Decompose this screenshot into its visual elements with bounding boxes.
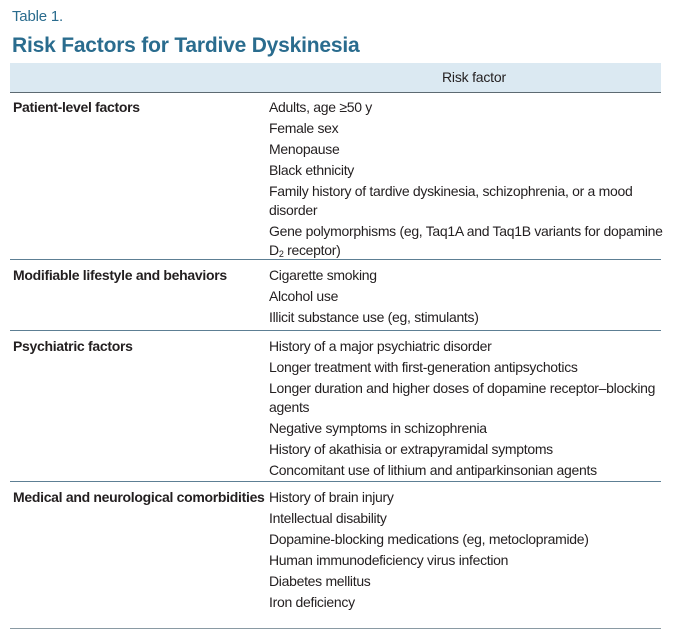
table-title: Risk Factors for Tardive Dyskinesia bbox=[12, 34, 360, 57]
list-item: Black ethnicity bbox=[269, 162, 354, 178]
table-label: Table 1. bbox=[12, 8, 63, 25]
list-item: Menopause bbox=[269, 141, 340, 157]
list-item: History of akathisia or extrapyramidal symptoms bbox=[269, 441, 553, 457]
group-divider bbox=[10, 259, 661, 260]
list-item: History of brain injury bbox=[269, 489, 394, 505]
list-item: Family history of tardive dyskinesia, schizophrenia, or a mood disorder bbox=[269, 183, 633, 218]
list-item: Illicit substance use (eg, stimulants) bbox=[269, 309, 479, 325]
group-divider bbox=[10, 481, 661, 482]
group-divider bbox=[10, 330, 661, 331]
column-header bbox=[10, 63, 661, 93]
risk-factor-list bbox=[269, 98, 663, 262]
list-item: Intellectual disability bbox=[269, 510, 387, 526]
list-item: Concomitant use of lithium and antiparkinsonian agents bbox=[269, 462, 597, 478]
list-item: Cigarette smoking bbox=[269, 267, 377, 283]
list-item: History of a major psychiatric disorder bbox=[269, 338, 492, 354]
list-item: Gene polymorphisms (eg, Taq1A and Taq1B variants for dopamine $D_2$ receptor) bbox=[269, 223, 663, 259]
list-item: Negative symptoms in schizophrenia bbox=[269, 420, 487, 436]
risk-factor-list bbox=[269, 488, 663, 614]
group-label: Medical and neurological comorbidities bbox=[13, 489, 265, 505]
list-item: Iron deficiency bbox=[269, 594, 355, 610]
risk-factor-list bbox=[269, 266, 663, 329]
list-item: Alcohol use bbox=[269, 288, 339, 304]
list-item: Adults, age ≥50 y bbox=[269, 99, 372, 115]
column-header-label: Risk factor bbox=[442, 69, 506, 85]
list-item: Female sex bbox=[269, 120, 339, 136]
group-label: Modifiable lifestyle and behaviors bbox=[13, 267, 227, 283]
list-item: Dopamine-blocking medications (eg, metoclopramide) bbox=[269, 531, 589, 547]
list-item: Human immunodeficiency virus infection bbox=[269, 552, 509, 568]
list-item: Longer duration and higher doses of dopamine receptor–blocking agents bbox=[269, 380, 656, 415]
table-bottom-rule bbox=[10, 628, 661, 629]
list-item: Diabetes mellitus bbox=[269, 573, 371, 589]
list-item: Longer treatment with first-generation antipsychotics bbox=[269, 359, 578, 375]
risk-factor-list bbox=[269, 337, 663, 482]
group-label: Patient-level factors bbox=[13, 99, 140, 115]
group-label: Psychiatric factors bbox=[13, 338, 133, 354]
